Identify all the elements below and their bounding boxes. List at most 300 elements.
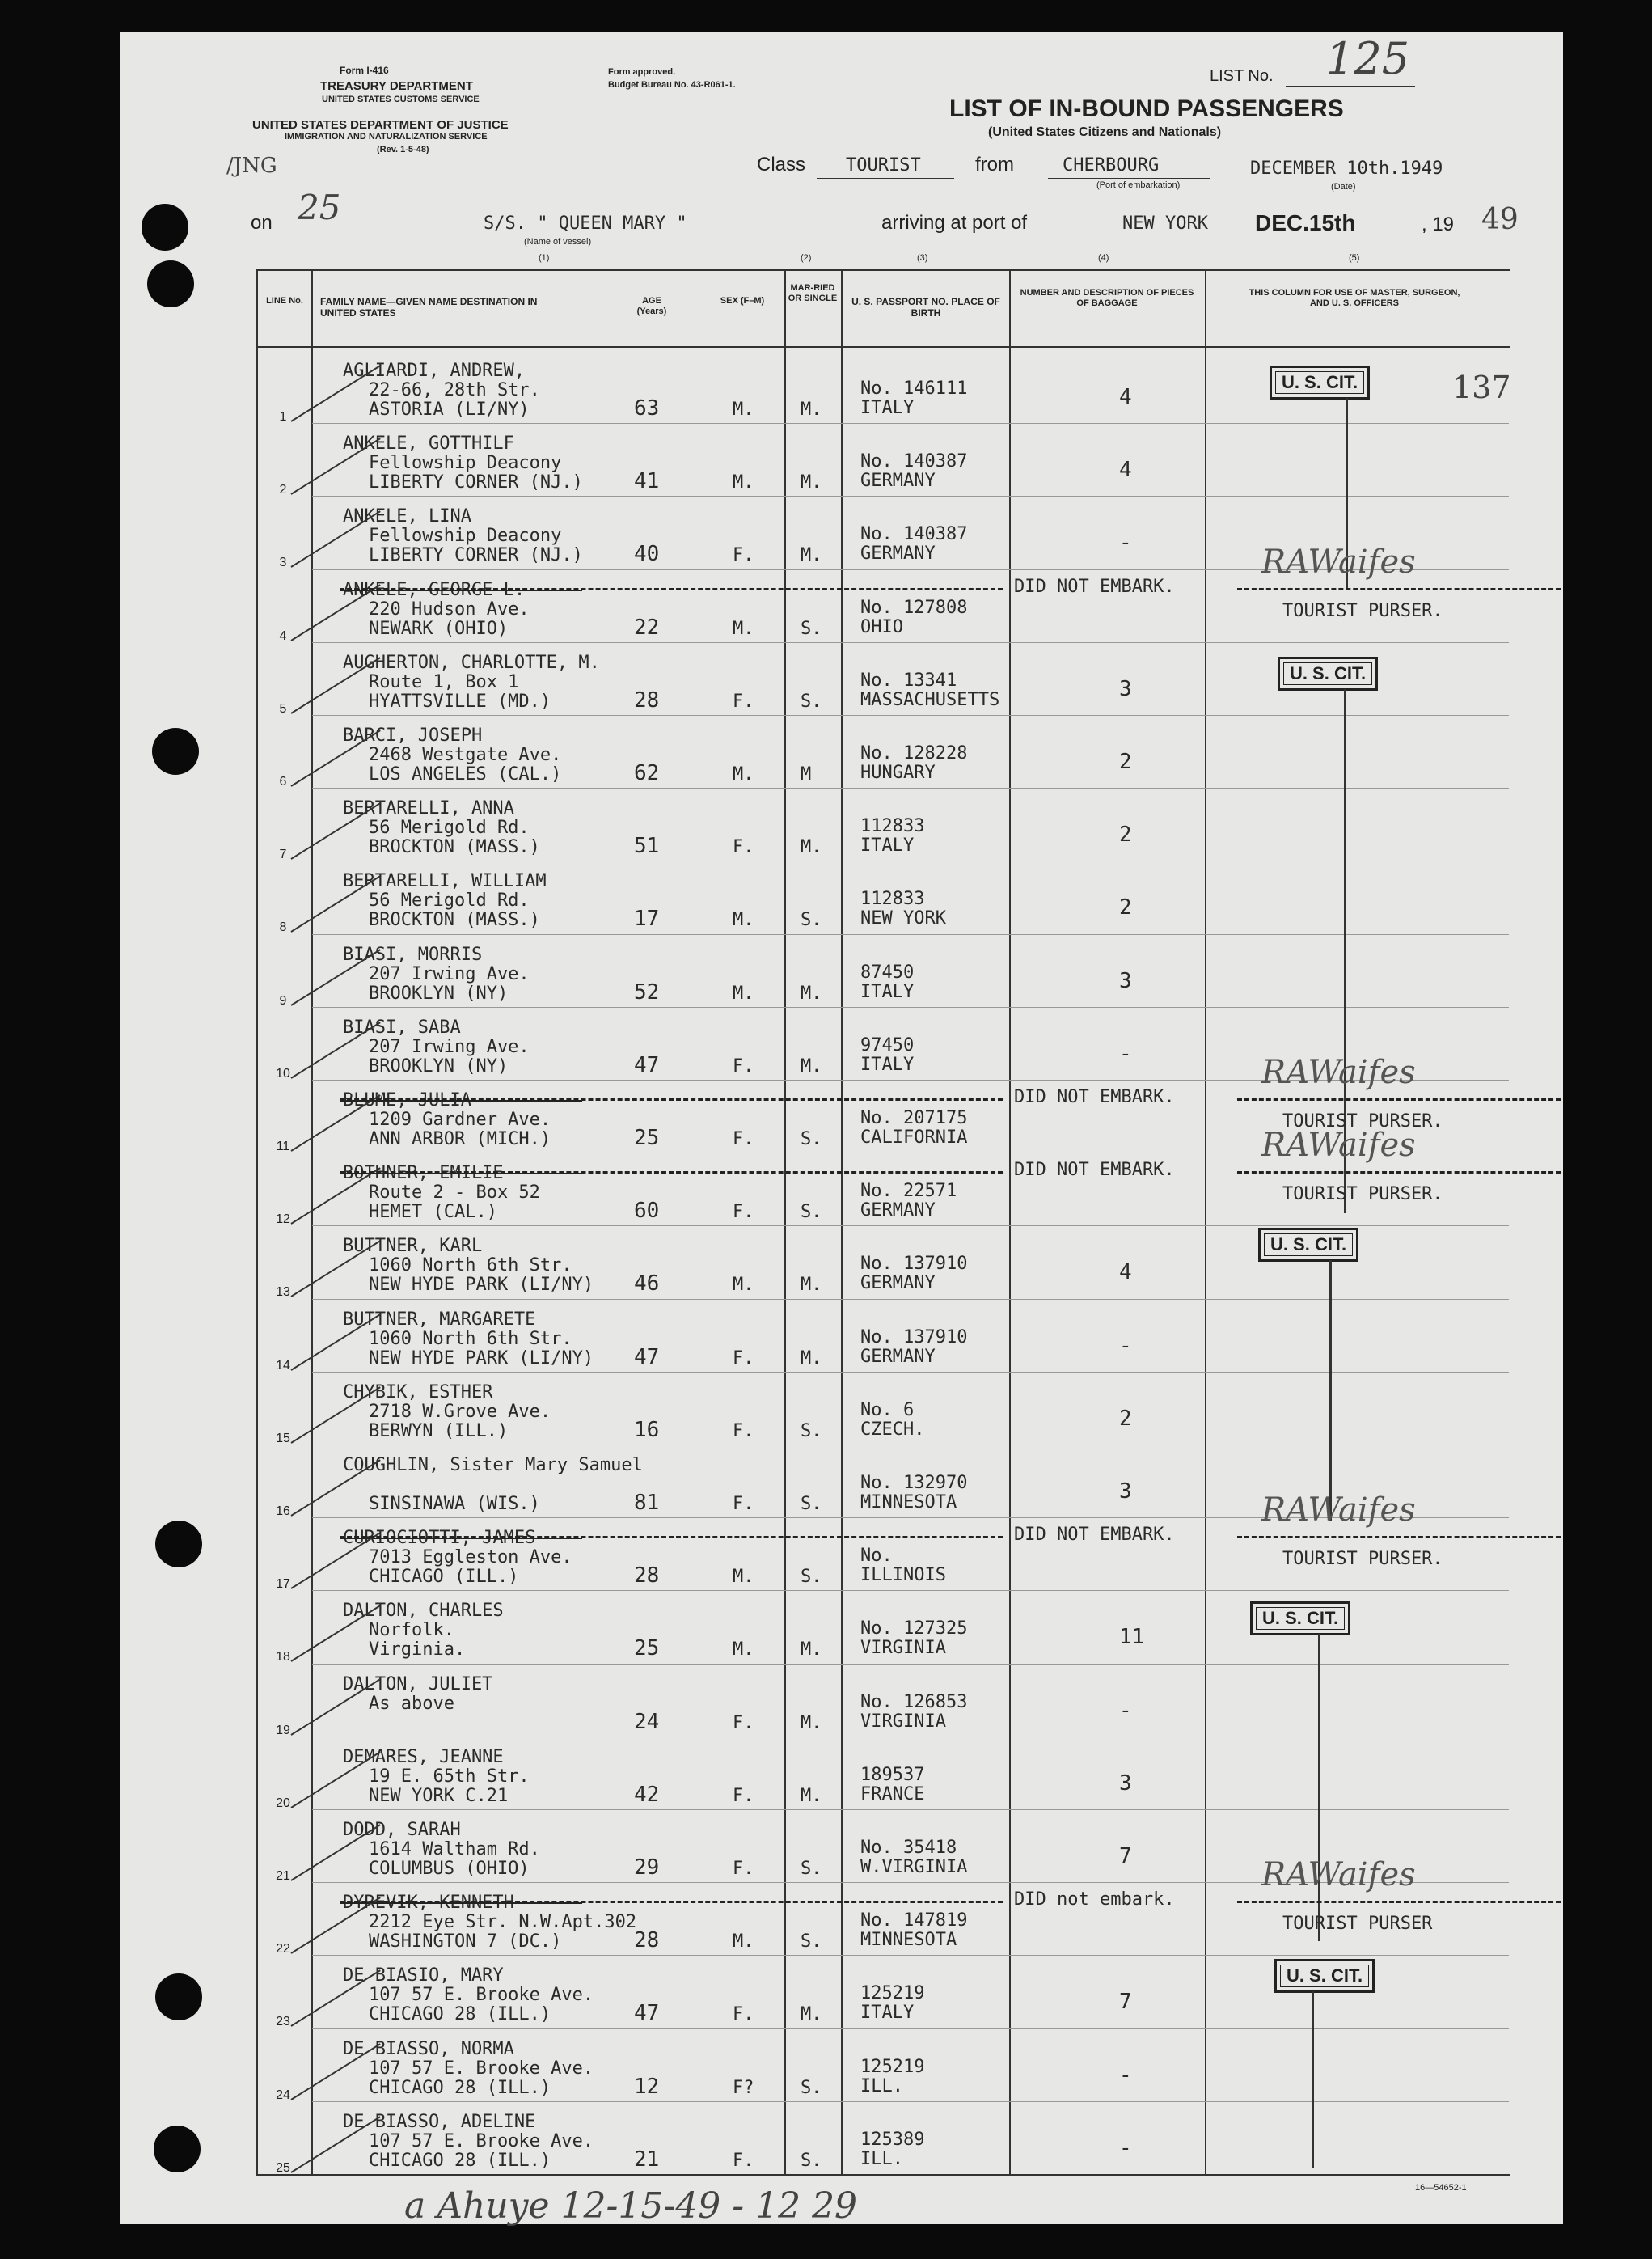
line-number: 3 bbox=[279, 556, 287, 570]
passenger-name: BARCI, JOSEPH bbox=[343, 726, 483, 746]
passport-number: 189537 bbox=[860, 1764, 925, 1785]
baggage-count: 3 bbox=[1119, 968, 1132, 993]
stamp-connector bbox=[1312, 1991, 1314, 2168]
us-cit-stamp: U. S. CIT. bbox=[1270, 366, 1370, 400]
passenger-name: BIASI, MORRIS bbox=[343, 944, 483, 965]
address-line: 19 E. 65th Str. bbox=[369, 1766, 530, 1787]
passport-number: 125389 bbox=[860, 2129, 925, 2150]
marital-status: S. bbox=[801, 1202, 822, 1223]
marital-status: M. bbox=[801, 400, 822, 420]
baggage-count: - bbox=[1119, 1041, 1132, 1066]
place-of-birth: CZECH. bbox=[860, 1419, 925, 1440]
marital-status: S. bbox=[801, 2150, 822, 2171]
passenger-name: DALTON, JULIET bbox=[343, 1673, 493, 1694]
destination: WASHINGTON 7 (DC.) bbox=[369, 1931, 562, 1952]
age: 47 bbox=[634, 1052, 660, 1077]
age: 21 bbox=[634, 2147, 660, 2172]
class-underline bbox=[817, 178, 954, 179]
sex: M. bbox=[733, 983, 754, 1004]
col-divider-passport bbox=[841, 269, 843, 2176]
age: 29 bbox=[634, 1855, 660, 1880]
baggage-count: 2 bbox=[1119, 895, 1132, 920]
place-of-birth: ILL. bbox=[860, 2075, 903, 2096]
passenger-name: AGLIARDI, ANDREW, bbox=[343, 361, 526, 381]
sex: F. bbox=[733, 1712, 754, 1733]
destination: LOS ANGELES (CAL.) bbox=[369, 764, 562, 785]
passport-number: 87450 bbox=[860, 962, 915, 983]
passenger-name: ANKELE, GEORGE L. bbox=[343, 579, 526, 600]
passenger-count: 137 bbox=[1452, 370, 1511, 405]
us-cit-stamp: U. S. CIT. bbox=[1258, 1228, 1358, 1262]
line-number: 11 bbox=[276, 1140, 290, 1153]
baggage-count: 2 bbox=[1119, 823, 1132, 848]
place-of-birth: ILLINOIS bbox=[860, 1565, 946, 1586]
line-number: 13 bbox=[276, 1285, 290, 1300]
place-of-birth: W.VIRGINIA bbox=[860, 1857, 968, 1877]
passenger-name: DODD, SARAH bbox=[343, 1820, 461, 1840]
place-of-birth: ITALY bbox=[860, 398, 915, 418]
marital-status: M. bbox=[801, 472, 822, 493]
place-of-birth: FRANCE bbox=[860, 1783, 925, 1804]
destination: CHICAGO 28 (ILL.) bbox=[369, 2077, 551, 2098]
row-divider bbox=[312, 642, 1509, 643]
place-of-birth: ILL. bbox=[860, 2148, 903, 2169]
passenger-name: BERTARELLI, ANNA bbox=[343, 798, 514, 819]
address-line: 2468 Westgate Ave. bbox=[369, 745, 562, 765]
row-divider bbox=[312, 2028, 1509, 2029]
passport-number: 125219 bbox=[860, 1983, 925, 2004]
purser-signature: RAWaifes bbox=[1261, 1127, 1416, 1165]
sex: M. bbox=[733, 400, 754, 420]
sex: F. bbox=[733, 691, 754, 712]
address-line: 7013 Eggleston Ave. bbox=[369, 1547, 572, 1568]
address-line: Route 1, Box 1 bbox=[369, 671, 519, 692]
passenger-name: AUGHERTON, CHARLOTTE, M. bbox=[343, 652, 600, 673]
row-divider bbox=[312, 1590, 1509, 1591]
baggage-count: 4 bbox=[1119, 1260, 1132, 1285]
passenger-name: DYREVIK, KENNETH bbox=[343, 1893, 514, 1914]
destination: CHICAGO 28 (ILL.) bbox=[369, 2150, 551, 2171]
marital-status: S. bbox=[801, 1931, 822, 1952]
passport-number: No. 126853 bbox=[860, 1691, 968, 1712]
address-line: 2718 W.Grove Ave. bbox=[369, 1401, 551, 1422]
from-label: from bbox=[975, 154, 1014, 176]
destination: BROOKLYN (NY) bbox=[369, 1055, 509, 1077]
age: 16 bbox=[634, 1417, 660, 1442]
destination: BERWYN (ILL.) bbox=[369, 1420, 509, 1441]
place-of-birth: GERMANY bbox=[860, 471, 936, 492]
punch-hole bbox=[152, 728, 199, 775]
passenger-name: BLUME, JULIA bbox=[343, 1090, 471, 1110]
did-not-embark-line bbox=[1237, 1536, 1561, 1538]
row-divider bbox=[312, 934, 1509, 935]
address-line: Fellowship Deacony bbox=[369, 526, 562, 547]
age: 25 bbox=[634, 1636, 660, 1661]
marital-status: S. bbox=[801, 1859, 822, 1879]
passenger-name: CHYBIK, ESTHER bbox=[343, 1381, 493, 1402]
address-line: 107 57 E. Brooke Ave. bbox=[369, 2058, 594, 2079]
form-number: Form I-416 bbox=[340, 65, 389, 76]
marital-status: S. bbox=[801, 618, 822, 639]
sex: M. bbox=[733, 1639, 754, 1660]
passport-number: No. 137910 bbox=[860, 1326, 968, 1347]
sex: F. bbox=[733, 1129, 754, 1149]
line-number: 5 bbox=[279, 701, 287, 716]
purser-signature: RAWaifes bbox=[1261, 1491, 1416, 1529]
address-line: 1060 North 6th Str. bbox=[369, 1255, 572, 1276]
sex: F. bbox=[733, 1494, 754, 1514]
sex: F. bbox=[733, 1785, 754, 1806]
marital-status: S. bbox=[801, 1420, 822, 1441]
sex: M. bbox=[733, 1567, 754, 1588]
header-age: AGE (Years) bbox=[636, 296, 667, 317]
purser-signature: RAWaifes bbox=[1261, 543, 1416, 581]
justice-dept: UNITED STATES DEPARTMENT OF JUSTICE bbox=[252, 118, 509, 132]
place-of-birth: GERMANY bbox=[860, 1200, 936, 1221]
place-of-birth: MINNESOTA bbox=[860, 1492, 957, 1512]
passport-number: No. 207175 bbox=[860, 1108, 968, 1128]
address-line: 107 57 E. Brooke Ave. bbox=[369, 2130, 594, 2151]
header-married: MAR-RIED OR SINGLE bbox=[788, 283, 838, 304]
place-of-birth: VIRGINIA bbox=[860, 1711, 946, 1732]
sex: F. bbox=[733, 2150, 754, 2171]
did-not-embark-line bbox=[340, 1536, 1003, 1538]
passport-number: No. 128228 bbox=[860, 743, 968, 764]
ins-service: IMMIGRATION AND NATURALIZATION SERVICE bbox=[285, 132, 488, 142]
baggage-count: - bbox=[1119, 1333, 1132, 1358]
sex: F. bbox=[733, 545, 754, 566]
passport-number: 125219 bbox=[860, 2056, 925, 2077]
did-not-embark-line bbox=[1237, 588, 1561, 590]
row-divider bbox=[312, 1007, 1509, 1008]
marital-status: M. bbox=[801, 1275, 822, 1296]
line-number: 20 bbox=[276, 1796, 290, 1810]
marital-status: M. bbox=[801, 983, 822, 1004]
col-divider-officers bbox=[1205, 269, 1206, 2176]
purser-signature: RAWaifes bbox=[1261, 1856, 1416, 1894]
baggage-count: 11 bbox=[1119, 1625, 1145, 1650]
passport-number: No. 147819 bbox=[860, 1910, 968, 1931]
age: 28 bbox=[634, 687, 660, 713]
stamp-connector bbox=[1318, 1634, 1320, 1941]
sex: F. bbox=[733, 1202, 754, 1223]
passport-number: No. 132970 bbox=[860, 1473, 968, 1493]
sex: F. bbox=[733, 2004, 754, 2025]
date-caption: (Date) bbox=[1331, 182, 1356, 192]
place-of-birth: GERMANY bbox=[860, 1273, 936, 1294]
passport-number: No. 22571 bbox=[860, 1181, 957, 1202]
sex: M. bbox=[733, 1275, 754, 1296]
age: 40 bbox=[634, 542, 660, 567]
col-num-3: (3) bbox=[917, 253, 928, 263]
sex: M. bbox=[733, 764, 754, 785]
col-divider-baggage bbox=[1009, 269, 1011, 2176]
baggage-count: 2 bbox=[1119, 1406, 1132, 1431]
col-num-2: (2) bbox=[801, 253, 812, 263]
age: 41 bbox=[634, 469, 660, 494]
place-of-birth: HUNGARY bbox=[860, 763, 936, 783]
address-line: 22-66, 28th Str. bbox=[369, 380, 540, 400]
port-embark-caption: (Port of embarkation) bbox=[1096, 180, 1181, 190]
purser-signature: RAWaifes bbox=[1261, 1054, 1416, 1091]
passport-number: No. 6 bbox=[860, 1399, 915, 1420]
marital-status: M. bbox=[801, 1055, 822, 1077]
from-value: CHERBOURG bbox=[1063, 155, 1160, 176]
table-border-left bbox=[256, 269, 258, 2176]
did-not-embark-line bbox=[340, 1171, 1003, 1174]
baggage-count: 3 bbox=[1119, 1770, 1132, 1796]
place-of-birth: CALIFORNIA bbox=[860, 1127, 968, 1148]
baggage-count: 7 bbox=[1119, 1990, 1132, 2015]
line-number: 10 bbox=[276, 1066, 290, 1081]
budget-bureau: Budget Bureau No. 43-R061-1. bbox=[608, 80, 736, 90]
header-passport: U. S. PASSPORT NO. PLACE OF BIRTH bbox=[851, 296, 1000, 319]
from-underline bbox=[1048, 178, 1210, 179]
marital-status: S. bbox=[801, 1129, 822, 1149]
destination: Virginia. bbox=[369, 1639, 466, 1660]
did-not-embark-line bbox=[1237, 1171, 1561, 1174]
passenger-name: BUTTNER, KARL bbox=[343, 1236, 483, 1257]
destination: CHICAGO (ILL.) bbox=[369, 1567, 519, 1588]
place-of-birth: MASSACHUSETTS bbox=[860, 689, 1000, 710]
line-number: 4 bbox=[279, 628, 287, 643]
age: 52 bbox=[634, 979, 660, 1005]
destination: ANN ARBOR (MICH.) bbox=[369, 1129, 551, 1149]
row-divider bbox=[312, 1664, 1509, 1665]
baggage-count: 7 bbox=[1119, 1844, 1132, 1868]
marital-status: S. bbox=[801, 1494, 822, 1514]
destination: NEW HYDE PARK (LI/NY) bbox=[369, 1275, 594, 1296]
destination: HYATTSVILLE (MD.) bbox=[369, 691, 551, 712]
passenger-name: DALTON, CHARLES bbox=[343, 1601, 504, 1622]
address-line: 220 Hudson Ave. bbox=[369, 599, 530, 620]
place-of-birth: ITALY bbox=[860, 1054, 915, 1075]
passenger-name: BUTTNER, MARGARETE bbox=[343, 1309, 536, 1330]
passenger-name: ANKELE, GOTTHILF bbox=[343, 434, 514, 455]
marital-status: M. bbox=[801, 1639, 822, 1660]
passport-number: No. bbox=[860, 1546, 893, 1567]
marital-status: M bbox=[801, 764, 812, 785]
age: 28 bbox=[634, 1928, 660, 1953]
row-divider bbox=[312, 715, 1509, 716]
did-not-embark-label: DID not embark. bbox=[1014, 1889, 1175, 1910]
punch-hole bbox=[154, 2126, 201, 2172]
passenger-name: BOTHNER, EMILIE bbox=[343, 1163, 504, 1184]
line-number: 19 bbox=[276, 1723, 290, 1737]
row-divider bbox=[312, 788, 1509, 789]
marital-status: M. bbox=[801, 545, 822, 566]
passenger-name: CURIOCIOTTI, JAMES bbox=[343, 1528, 536, 1549]
age: 24 bbox=[634, 1709, 660, 1734]
line-number: 18 bbox=[276, 1650, 290, 1665]
col-num-4: (4) bbox=[1098, 253, 1109, 263]
passenger-name: BIASI, SABA bbox=[343, 1017, 461, 1038]
sex: F. bbox=[733, 1055, 754, 1077]
arrival-port: NEW YORK bbox=[1122, 214, 1208, 234]
did-not-embark-line bbox=[340, 1098, 1003, 1101]
col-num-5: (5) bbox=[1349, 253, 1360, 263]
baggage-count: 3 bbox=[1119, 676, 1132, 701]
marital-status: S. bbox=[801, 910, 822, 931]
row-divider bbox=[312, 1225, 1509, 1226]
destination: BROCKTON (MASS.) bbox=[369, 837, 540, 858]
marital-status: S. bbox=[801, 691, 822, 712]
age: 47 bbox=[634, 1344, 660, 1369]
address-line: 56 Merigold Rd. bbox=[369, 890, 530, 912]
age: 46 bbox=[634, 1271, 660, 1297]
address-line: Norfolk. bbox=[369, 1620, 454, 1641]
passenger-name: ANKELE, LINA bbox=[343, 506, 471, 527]
address-line: Fellowship Deacony bbox=[369, 453, 562, 474]
baggage-count: - bbox=[1119, 2062, 1132, 2088]
age: 17 bbox=[634, 907, 660, 932]
sex: F. bbox=[733, 1859, 754, 1879]
table-border-top bbox=[256, 269, 1510, 271]
line-number: 22 bbox=[276, 1942, 290, 1957]
line-number: 2 bbox=[279, 483, 287, 497]
sex: F. bbox=[733, 1347, 754, 1369]
line-number: 17 bbox=[276, 1577, 290, 1592]
sex: F? bbox=[733, 2077, 754, 2098]
line-number: 6 bbox=[279, 775, 287, 789]
age: 47 bbox=[634, 2001, 660, 2026]
marital-status: M. bbox=[801, 2004, 822, 2025]
marital-status: S. bbox=[801, 2077, 822, 2098]
line-number: 21 bbox=[276, 1869, 290, 1883]
destination: COLUMBUS (OHIO) bbox=[369, 1859, 530, 1879]
line-number: 7 bbox=[279, 848, 287, 862]
punch-hole bbox=[142, 204, 188, 251]
list-no-value: 125 bbox=[1326, 33, 1410, 84]
marital-status: M. bbox=[801, 837, 822, 858]
place-of-birth: NEW YORK bbox=[860, 908, 946, 929]
class-label: Class bbox=[757, 154, 806, 176]
passenger-name: DE BIASSO, ADELINE bbox=[343, 2111, 536, 2132]
address-line: 207 Irwing Ave. bbox=[369, 963, 530, 984]
punch-hole bbox=[147, 260, 194, 307]
sex: F. bbox=[733, 1420, 754, 1441]
age: 42 bbox=[634, 1782, 660, 1807]
table-border-bottom bbox=[256, 2174, 1510, 2176]
purser-label: TOURIST PURSER. bbox=[1282, 1549, 1443, 1570]
purser-label: TOURIST PURSER. bbox=[1282, 1184, 1443, 1205]
baggage-count: 2 bbox=[1119, 750, 1132, 774]
line-number: 9 bbox=[279, 993, 287, 1008]
vessel-caption: (Name of vessel) bbox=[524, 237, 592, 247]
passenger-name: DE BIASIO, MARY bbox=[343, 1965, 504, 1986]
arrival-date: DEC.15th bbox=[1255, 210, 1356, 235]
row-divider bbox=[312, 2101, 1509, 2102]
col-divider-married bbox=[784, 269, 786, 2176]
line-number: 23 bbox=[276, 2015, 290, 2029]
passport-number: No. 146111 bbox=[860, 379, 968, 399]
destination: HEMET (CAL.) bbox=[369, 1202, 497, 1223]
row-divider bbox=[312, 423, 1509, 424]
row-divider bbox=[312, 496, 1509, 497]
destination: NEWARK (OHIO) bbox=[369, 618, 509, 639]
marital-status: M. bbox=[801, 1347, 822, 1369]
list-date: DECEMBER 10th.1949 bbox=[1250, 159, 1443, 179]
marital-status: M. bbox=[801, 1785, 822, 1806]
baggage-count: - bbox=[1119, 1698, 1132, 1723]
us-cit-stamp: U. S. CIT. bbox=[1274, 1959, 1375, 1993]
header-name: FAMILY NAME—GIVEN NAME DESTINATION IN UNITED STATES bbox=[320, 296, 538, 319]
list-no-underline bbox=[1286, 86, 1415, 87]
address-line: 1060 North 6th Str. bbox=[369, 1328, 572, 1349]
punch-hole bbox=[155, 1521, 202, 1567]
destination: ASTORIA (LI/NY) bbox=[369, 400, 530, 420]
class-value: TOURIST bbox=[846, 155, 921, 176]
line-number: 15 bbox=[276, 1431, 290, 1445]
revision: (Rev. 1-5-48) bbox=[377, 145, 429, 154]
destination: NEW HYDE PARK (LI/NY) bbox=[369, 1347, 594, 1369]
did-not-embark-label: DID NOT EMBARK. bbox=[1014, 1525, 1175, 1546]
did-not-embark-label: DID NOT EMBARK. bbox=[1014, 1087, 1175, 1107]
age: 28 bbox=[634, 1563, 660, 1588]
passport-number: No. 127808 bbox=[860, 597, 968, 618]
place-of-birth: OHIO bbox=[860, 616, 903, 637]
purser-label: TOURIST PURSER. bbox=[1282, 600, 1443, 621]
treasury-dept: TREASURY DEPARTMENT bbox=[320, 79, 473, 93]
baggage-count: - bbox=[1119, 2135, 1132, 2160]
list-no-label: LIST No. bbox=[1210, 67, 1274, 85]
destination: NEW YORK C.21 bbox=[369, 1785, 509, 1806]
header-officers: THIS COLUMN FOR USE OF MASTER, SURGEON, AND U. S. OFFICERS bbox=[1249, 288, 1460, 309]
address-line: 2212 Eye Str. N.W.Apt.302 bbox=[369, 1912, 637, 1933]
col-num-1: (1) bbox=[539, 253, 550, 263]
destination: BROCKTON (MASS.) bbox=[369, 910, 540, 931]
age: 25 bbox=[634, 1126, 660, 1150]
line-number: 16 bbox=[276, 1504, 290, 1518]
us-cit-stamp: U. S. CIT. bbox=[1250, 1601, 1350, 1635]
sex: M. bbox=[733, 472, 754, 493]
destination: SINSINAWA (WIS.) bbox=[369, 1494, 540, 1514]
row-divider bbox=[312, 1955, 1509, 1956]
footer-handwriting: a Ahuye 12-15-49 - 12 29 bbox=[404, 2185, 858, 2227]
passport-number: No. 137910 bbox=[860, 1254, 968, 1275]
passport-number: 97450 bbox=[860, 1034, 915, 1055]
passport-number: 112833 bbox=[860, 889, 925, 910]
address-line: Route 2 - Box 52 bbox=[369, 1182, 540, 1204]
destination: CHICAGO 28 (ILL.) bbox=[369, 2004, 551, 2025]
address-line: 107 57 E. Brooke Ave. bbox=[369, 1985, 594, 2006]
vessel-name: S/S. " QUEEN MARY " bbox=[484, 214, 687, 234]
age: 62 bbox=[634, 761, 660, 785]
did-not-embark-line bbox=[1237, 1098, 1561, 1101]
did-not-embark-line bbox=[340, 1901, 1003, 1903]
passport-number: No. 35418 bbox=[860, 1838, 957, 1858]
baggage-count: 4 bbox=[1119, 385, 1132, 409]
passport-number: No. 140387 bbox=[860, 524, 968, 545]
header-baggage: NUMBER AND DESCRIPTION OF PIECES OF BAGGAGE bbox=[1020, 288, 1194, 309]
form-approved: Form approved. bbox=[608, 67, 676, 77]
passport-number: No. 13341 bbox=[860, 670, 957, 691]
passenger-name: DE BIASSO, NORMA bbox=[343, 2038, 514, 2059]
address-line: As above bbox=[369, 1693, 454, 1714]
place-of-birth: VIRGINIA bbox=[860, 1638, 946, 1659]
header-sex: SEX (F–M) bbox=[720, 296, 765, 306]
age: 12 bbox=[634, 2074, 660, 2099]
place-of-birth: ITALY bbox=[860, 835, 915, 857]
destination: LIBERTY CORNER (NJ.) bbox=[369, 545, 583, 566]
address-line: 56 Merigold Rd. bbox=[369, 818, 530, 839]
us-cit-stamp: U. S. CIT. bbox=[1278, 657, 1378, 691]
passenger-name: BERTARELLI, WILLIAM bbox=[343, 871, 547, 892]
baggage-count: 3 bbox=[1119, 1479, 1132, 1504]
age: 60 bbox=[634, 1199, 660, 1224]
sex: F. bbox=[733, 837, 754, 858]
line-number: 14 bbox=[276, 1358, 290, 1373]
